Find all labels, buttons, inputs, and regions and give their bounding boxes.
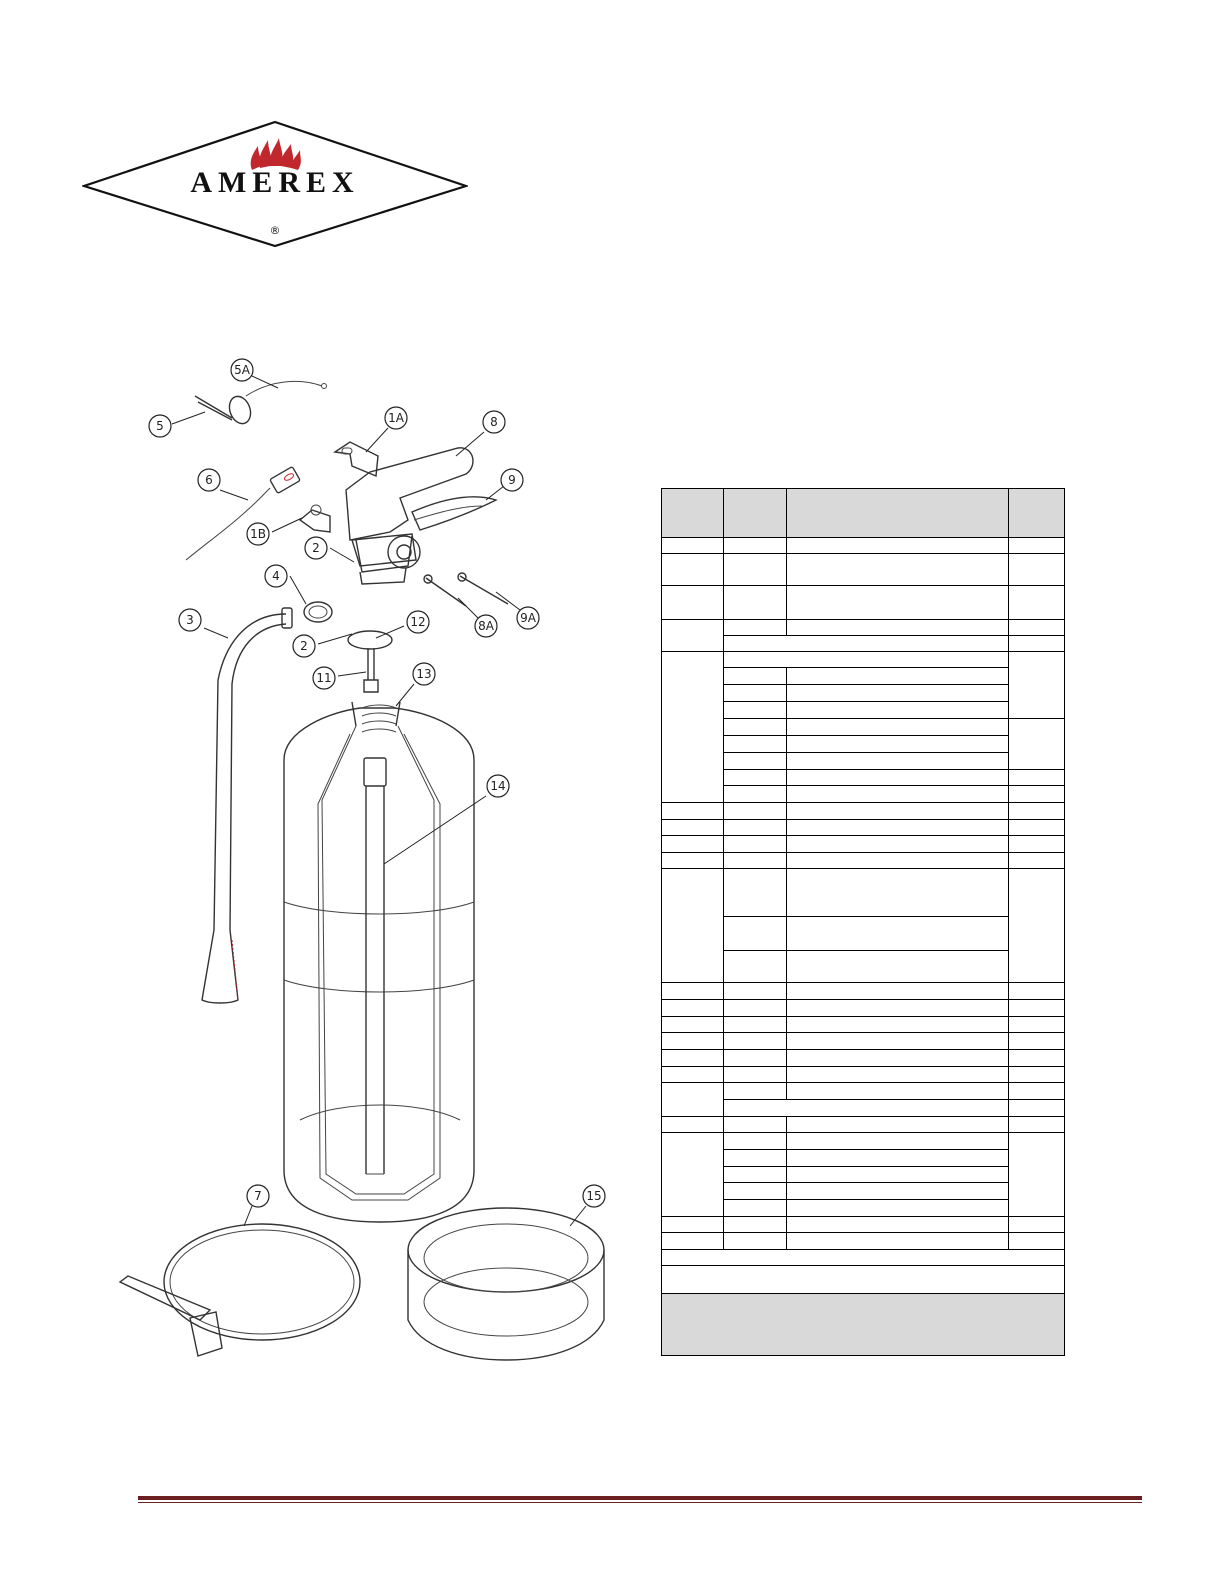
header-cell <box>1009 489 1065 538</box>
callout-9 <box>501 469 523 491</box>
footer-rule-thin <box>138 1502 1142 1503</box>
svg-text:13: 13 <box>416 667 432 681</box>
header-cell <box>662 489 724 538</box>
callout-12 <box>407 611 429 633</box>
callout-5a <box>231 359 253 381</box>
table-row <box>662 1000 1065 1017</box>
svg-text:9: 9 <box>508 473 516 487</box>
callout-11 <box>313 667 335 689</box>
parts-list-table <box>661 488 1065 1356</box>
table-row <box>662 554 1065 586</box>
table-row <box>662 1117 1065 1133</box>
svg-text:6: 6 <box>205 473 213 487</box>
callout-13 <box>413 663 435 685</box>
svg-text:5A: 5A <box>234 363 250 377</box>
table-row <box>662 869 1065 917</box>
cylinder <box>284 702 474 1222</box>
table-row <box>662 1250 1065 1266</box>
svg-text:9A: 9A <box>520 611 536 625</box>
table-row <box>662 1033 1065 1050</box>
table-row <box>662 1017 1065 1033</box>
callout-2 <box>305 537 327 559</box>
table-row <box>662 652 1065 668</box>
svg-text:15: 15 <box>586 1189 602 1203</box>
callout-7 <box>247 1185 269 1207</box>
callout-1a <box>385 407 407 429</box>
svg-text:14: 14 <box>490 779 506 793</box>
callout-8 <box>483 411 505 433</box>
logo-wordmark: AMEREX <box>190 166 360 199</box>
table-row <box>662 836 1065 853</box>
siphon-tube <box>364 758 386 1174</box>
table-row <box>662 1050 1065 1067</box>
table-row <box>662 1083 1065 1100</box>
table-row <box>662 620 1065 636</box>
svg-text:1A: 1A <box>388 411 404 425</box>
svg-text:8: 8 <box>490 415 498 429</box>
svg-text:7: 7 <box>254 1189 262 1203</box>
table-row <box>662 983 1065 1000</box>
callout-1b <box>247 523 269 545</box>
valve-assembly <box>346 448 496 584</box>
callout-2-disc <box>293 635 315 657</box>
hose-strap <box>120 1224 360 1356</box>
svg-text:1B: 1B <box>250 527 266 541</box>
table-row <box>662 538 1065 554</box>
callout-14 <box>487 775 509 797</box>
svg-text:2: 2 <box>300 639 308 653</box>
svg-text:2: 2 <box>312 541 320 555</box>
callout-6 <box>198 469 220 491</box>
table-row <box>662 1217 1065 1233</box>
callout-4 <box>265 565 287 587</box>
table-row <box>662 1067 1065 1083</box>
base-ring <box>408 1208 604 1360</box>
amerex-logo <box>82 120 468 248</box>
callout-8a <box>475 615 497 637</box>
registered-mark: ® <box>269 224 281 237</box>
table-row <box>662 1133 1065 1150</box>
callout-3 <box>179 609 201 631</box>
callout-15 <box>583 1185 605 1207</box>
svg-text:11: 11 <box>316 671 332 685</box>
safety-pin <box>195 381 327 426</box>
valve-stem <box>348 631 392 692</box>
svg-text:8A: 8A <box>478 619 494 633</box>
table-row <box>662 853 1065 869</box>
table-row <box>662 1233 1065 1250</box>
table-row <box>662 586 1065 620</box>
svg-text:3: 3 <box>186 613 194 627</box>
exploded-parts-diagram <box>100 352 640 1392</box>
callout-5 <box>149 415 171 437</box>
pins <box>424 573 508 606</box>
svg-text:12: 12 <box>410 615 426 629</box>
svg-text:5: 5 <box>156 419 164 433</box>
table-row <box>662 820 1065 836</box>
table-note-row <box>662 1294 1065 1356</box>
header-cell <box>787 489 1009 538</box>
table-row <box>662 803 1065 820</box>
bracket-1b <box>300 505 330 532</box>
table-row <box>662 1266 1065 1294</box>
svg-text:4: 4 <box>272 569 280 583</box>
discharge-hose <box>202 608 292 1003</box>
footer-rule <box>138 1496 1142 1500</box>
o-ring <box>304 602 332 622</box>
callout-9a <box>517 607 539 629</box>
table-header-row <box>662 489 1065 538</box>
header-cell <box>724 489 787 538</box>
